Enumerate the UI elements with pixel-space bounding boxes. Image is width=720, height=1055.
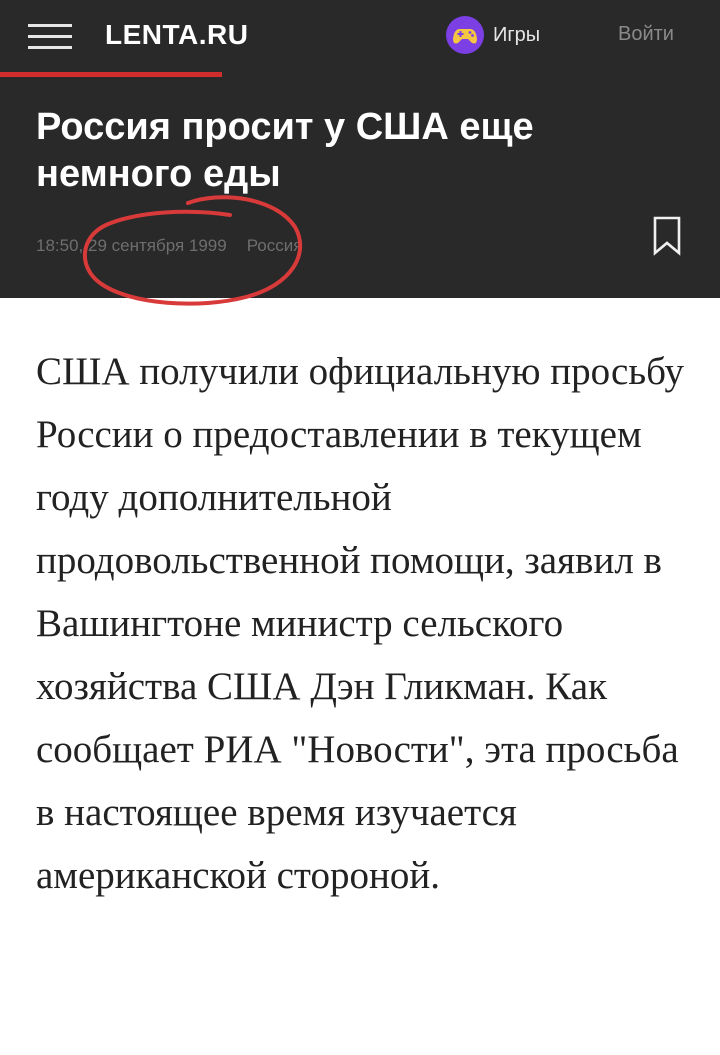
bookmark-icon[interactable] [652,216,682,256]
games-link[interactable] [445,14,540,56]
article-time: 18:50, 29 сентября 1999 [36,236,227,255]
games-label: Игры [493,23,541,46]
gamepad-icon [445,15,485,55]
article-meta [36,234,302,258]
article-rubric-link[interactable]: Россия [246,236,303,255]
article-body: США получили официальную просьбу России о предоставлении в текущем году дополнительной продовольственной помощи, заявил в Вашингтоне министр сельского хозяйства США Дэн Гликман. Как сообщает РИА "Новости", эта просьба в настоящее время изучается американской стороной. [36,350,684,897]
site-logo[interactable]: LENTA.RU [105,19,249,50]
article-title: Россия просит у США еще немного еды [36,106,534,195]
hamburger-menu-icon[interactable] [28,22,72,50]
accent-line [0,72,222,77]
login-link[interactable]: Войти [618,23,674,45]
